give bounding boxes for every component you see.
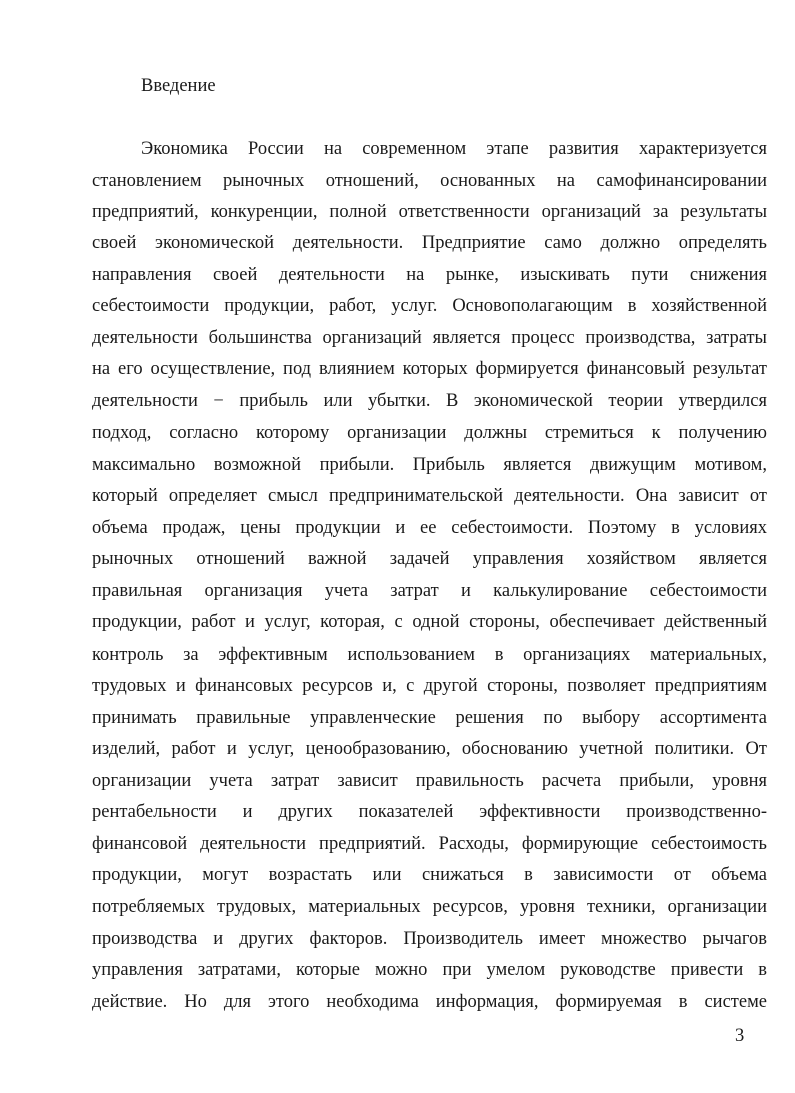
text-line: финансовой деятельности предприятий. Расходы, формирующие себестоимость [92, 834, 767, 854]
text-line: принимать правильные управленческие решения по выбору ассортимента [92, 708, 767, 728]
text-line: организации учета затрат зависит правильность расчета прибыли, уровня [92, 771, 767, 791]
text-line: рыночных отношений важной задачей управления хозяйством является [92, 549, 767, 569]
text-line: своей экономической деятельности. Предприятие само должно определять [92, 233, 767, 253]
text-line: трудовых и финансовых ресурсов и, с другой стороны, позволяет предприятиям [92, 676, 767, 696]
text-line: предприятий, конкуренции, полной ответственности организаций за результаты [92, 202, 767, 222]
text-line: направления своей деятельности на рынке, изыскивать пути снижения [92, 265, 767, 285]
text-line: контроль за эффективным использованием в организациях материальных, [92, 645, 767, 665]
text-line: себестоимости продукции, работ, услуг. Основополагающим в хозяйственной [92, 296, 767, 316]
text-line: становлением рыночных отношений, основанных на самофинансировании [92, 171, 767, 191]
section-heading: Введение [141, 76, 216, 96]
text-line: рентабельности и других показателей эффективности производственно- [92, 802, 767, 822]
text-line: деятельности большинства организаций является процесс производства, затраты [92, 328, 767, 348]
text-line: который определяет смысл предпринимательской деятельности. Она зависит от [92, 486, 767, 506]
text-line: продукции, могут возрастать или снижаться в зависимости от объема [92, 865, 767, 885]
text-line: на его осуществление, под влиянием которых формируется финансовый результат [92, 359, 767, 379]
text-line: подход, согласно которому организации должны стремиться к получению [92, 423, 767, 443]
text-line: максимально возможной прибыли. Прибыль является движущим мотивом, [92, 455, 767, 475]
text-line: потребляемых трудовых, материальных ресурсов, уровня техники, организации [92, 897, 767, 917]
text-line: действие. Но для этого необходима информация, формируемая в системе [92, 992, 767, 1012]
text-line: продукции, работ и услуг, которая, с одной стороны, обеспечивает действенный [92, 612, 767, 632]
text-line: управления затратами, которые можно при умелом руководстве привести в [92, 960, 767, 980]
page-number: 3 [735, 1026, 745, 1046]
text-line: Экономика России на современном этапе развития характеризуется [141, 139, 767, 159]
text-line: объема продаж, цены продукции и ее себестоимости. Поэтому в условиях [92, 518, 767, 538]
text-line: деятельности − прибыль или убытки. В экономической теории утвердился [92, 391, 767, 411]
text-line: изделий, работ и услуг, ценообразованию, обоснованию учетной политики. От [92, 739, 767, 759]
text-line: правильная организация учета затрат и калькулирование себестоимости [92, 581, 767, 601]
text-line: производства и других факторов. Производитель имеет множество рычагов [92, 929, 767, 949]
